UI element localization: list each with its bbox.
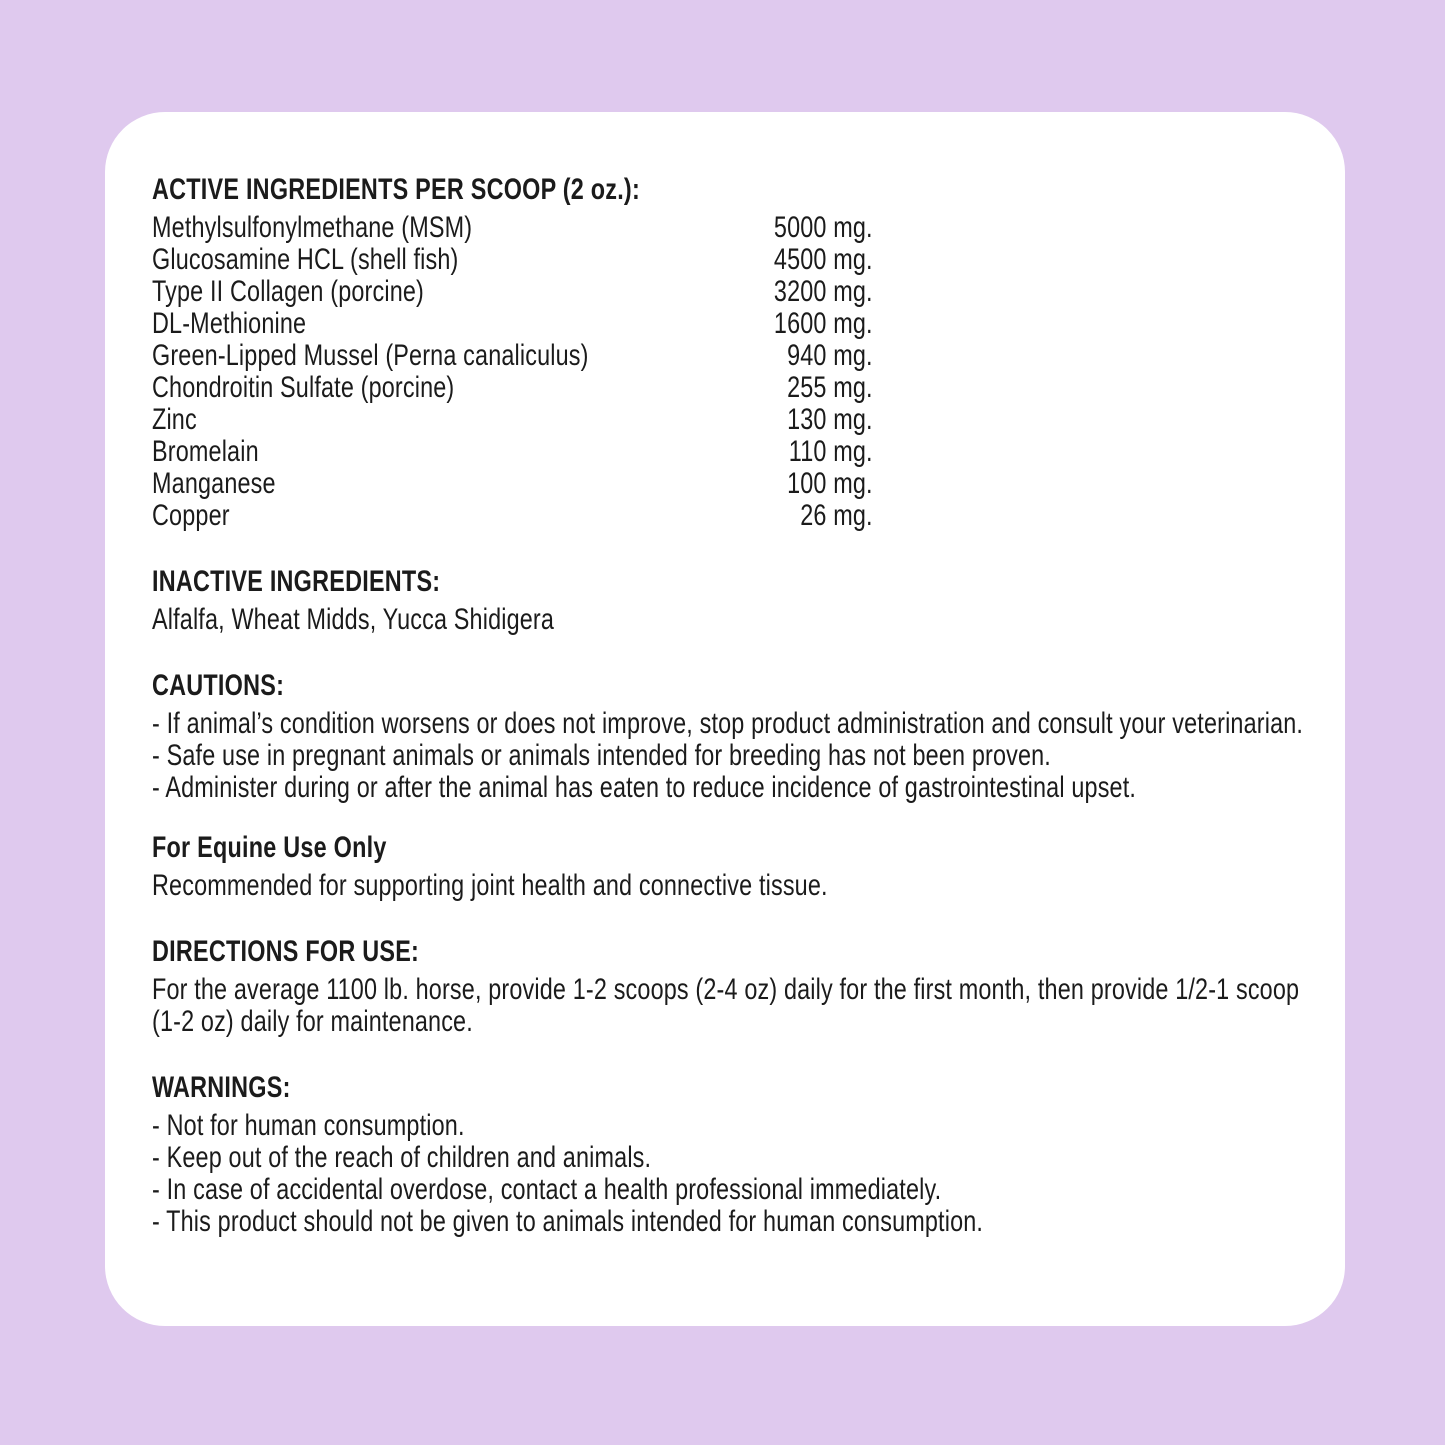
warning-item: - Keep out of the reach of children and animals. [152,1141,652,1174]
ingredient-amount: 26 mg. [800,499,873,532]
label-content [152,174,1306,1238]
ingredient-amount: 3200 mg. [773,275,873,308]
warnings-heading: WARNINGS: [152,1071,291,1104]
ingredient-amount: 110 mg. [788,435,873,468]
ingredient-name: DL-Methionine [152,307,307,340]
ingredient-row [152,340,873,372]
ingredient-row [152,372,873,404]
equine-use-text: Recommended for supporting joint health and connective tissue. [152,869,828,902]
ingredient-row [152,500,873,532]
ingredient-row [152,404,873,436]
active-ingredients-table [152,212,873,532]
caution-item: - Administer during or after the animal has eaten to reduce incidence of gastrointestinal upset. [152,771,1137,804]
ingredient-name: Zinc [152,403,197,436]
ingredient-name: Green-Lipped Mussel (Perna canaliculus) [152,339,589,372]
inactive-ingredients-text: Alfalfa, Wheat Midds, Yucca Shidigera [152,603,555,636]
ingredient-row [152,468,873,500]
ingredient-amount: 4500 mg. [773,243,873,276]
ingredient-row [152,308,873,340]
directions-text: For the average 1100 lb. horse, provide 1-2 scoops (2-4 oz) daily for the first month, then provide 1/2-1 scoop (1-2 oz) daily for maintenance. [152,973,1300,1038]
caution-item: - If animal’s condition worsens or does not improve, stop product administration and consult your veterinarian. [152,707,1304,740]
ingredient-name: Methylsulfonylmethane (MSM) [152,211,473,244]
ingredient-name: Glucosamine HCL (shell fish) [152,243,459,276]
equine-use-heading: For Equine Use Only [152,831,387,864]
warning-item: - Not for human consumption. [152,1109,465,1142]
ingredient-name: Copper [152,499,230,532]
ingredient-row [152,276,873,308]
ingredient-amount: 940 mg. [787,339,873,372]
ingredient-amount: 130 mg. [787,403,873,436]
ingredient-amount: 1600 mg. [773,307,873,340]
warning-item: - In case of accidental overdose, contact a health professional immediately. [152,1173,942,1206]
cautions-heading: CAUTIONS: [152,669,285,702]
ingredient-amount: 255 mg. [787,371,873,404]
ingredient-row [152,244,873,276]
ingredient-row [152,436,873,468]
label-card [105,112,1345,1326]
ingredient-row [152,212,873,244]
ingredient-amount: 5000 mg. [773,211,873,244]
active-ingredients-heading: ACTIVE INGREDIENTS PER SCOOP (2 oz.): [152,173,640,206]
directions-heading: DIRECTIONS FOR USE: [152,935,420,968]
ingredient-name: Type II Collagen (porcine) [152,275,425,308]
ingredient-name: Manganese [152,467,276,500]
ingredient-name: Chondroitin Sulfate (porcine) [152,371,455,404]
ingredient-amount: 100 mg. [787,467,873,500]
ingredient-name: Bromelain [152,435,259,468]
inactive-ingredients-heading: INACTIVE INGREDIENTS: [152,565,441,598]
warning-item: - This product should not be given to animals intended for human consumption. [152,1205,984,1238]
caution-item: - Safe use in pregnant animals or animals intended for breeding has not been proven. [152,739,1051,772]
